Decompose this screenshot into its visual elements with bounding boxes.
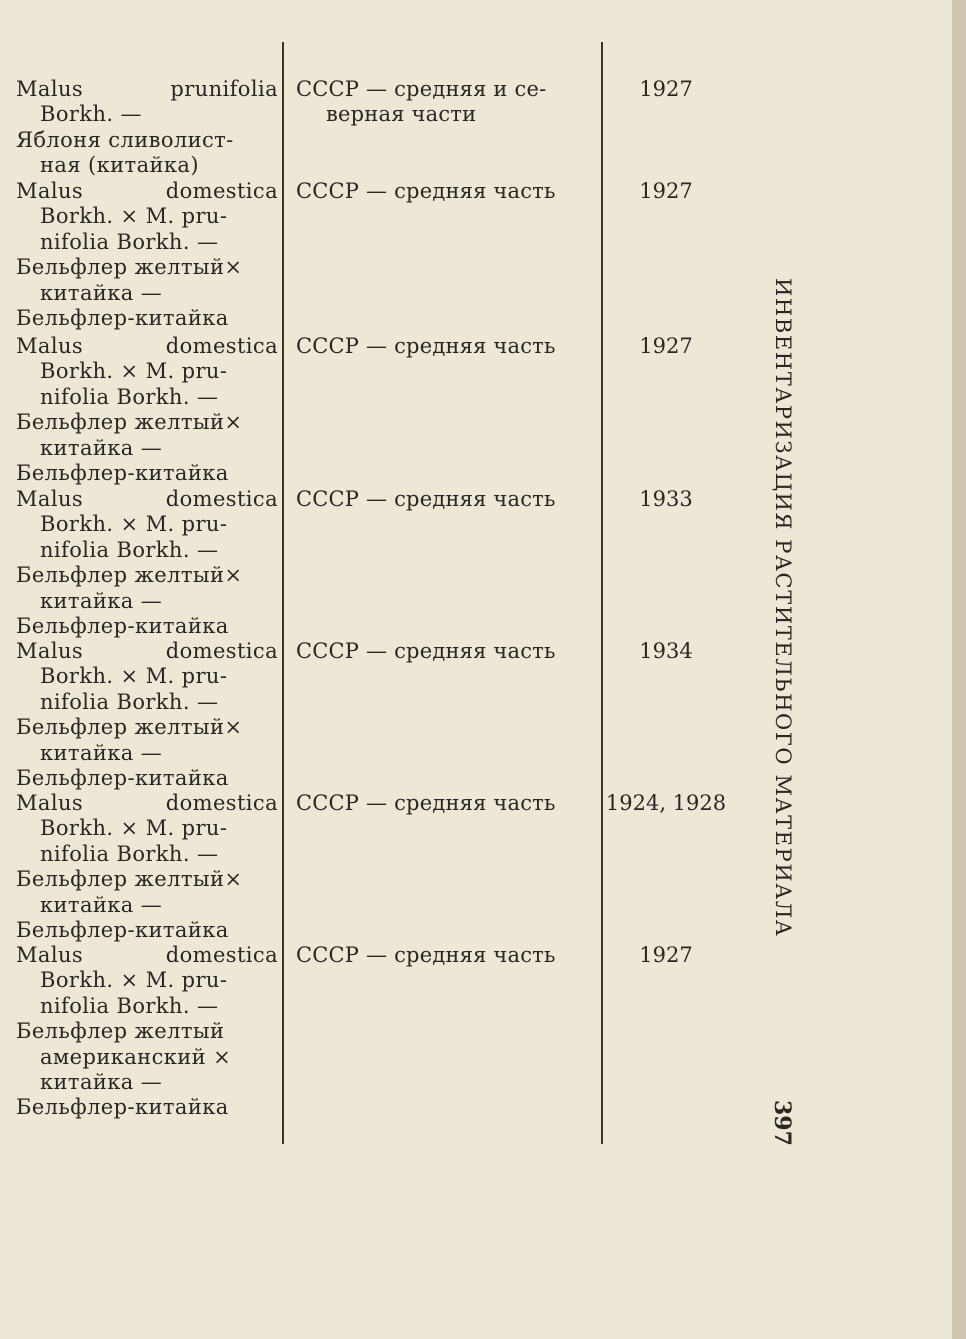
name-line: Бельфлер-китайка <box>16 306 229 331</box>
region-line: СССР — средняя часть <box>296 334 556 358</box>
name-line: Бельфлер-китайка <box>16 918 229 943</box>
name-line: nifolia Borkh. — <box>40 689 219 714</box>
name-line: Бельфлер-китайка <box>16 766 229 791</box>
table-row <box>0 791 966 943</box>
name-line: nifolia Borkh. — <box>40 993 219 1018</box>
running-header: ИНВЕНТАРИЗАЦИЯ РАСТИТЕЛЬНОГО МАТЕРИАЛА <box>771 278 795 938</box>
region-cell <box>296 943 594 968</box>
page-number: 397 <box>769 1100 795 1146</box>
region-cell <box>296 77 594 128</box>
name-line: Borkh. ⨯ M. pru- <box>40 204 228 229</box>
region-line: СССР — средняя часть <box>296 639 556 663</box>
year-cell: 1924, 1928 <box>605 791 727 815</box>
name-line: Бельфлер желтый⨯ <box>16 563 243 588</box>
species-name <box>16 487 278 639</box>
table-row <box>0 943 966 1123</box>
region-line: СССР — средняя часть <box>296 791 556 815</box>
name-line: Borkh. ⨯ M. pru- <box>40 512 228 537</box>
name-line: китайка — <box>40 280 163 305</box>
year-cell: 1927 <box>639 77 693 101</box>
species-name <box>16 791 278 943</box>
table-row <box>0 179 966 331</box>
name-line: Borkh. — <box>40 102 142 127</box>
name-line: Бельфлер-китайка <box>16 461 229 486</box>
species-name <box>16 943 278 1121</box>
name-line: китайка — <box>40 435 163 460</box>
region-cell <box>296 334 594 359</box>
name-line: Malus domestica <box>16 791 278 815</box>
name-line: Malus prunifolia <box>16 77 278 101</box>
name-line: Borkh. ⨯ M. pru- <box>40 816 228 841</box>
region-line: верная части <box>326 102 477 127</box>
name-line: Borkh. ⨯ M. pru- <box>40 664 228 689</box>
region-line: СССР — средняя и се- <box>296 77 547 101</box>
name-line: Яблоня сливолист- <box>16 127 234 152</box>
region-cell <box>296 179 594 204</box>
table-row <box>0 639 966 791</box>
region-cell <box>296 487 594 512</box>
species-name <box>16 77 278 179</box>
name-line: Malus domestica <box>16 487 278 511</box>
name-line: nifolia Borkh. — <box>40 384 219 409</box>
year-cell: 1927 <box>639 943 693 967</box>
name-line: nifolia Borkh. — <box>40 841 219 866</box>
name-line: nifolia Borkh. — <box>40 229 219 254</box>
name-line: китайка — <box>40 740 163 765</box>
name-line: Бельфлер-китайка <box>16 614 229 639</box>
name-line: Malus domestica <box>16 943 278 967</box>
year-cell: 1927 <box>639 334 693 358</box>
year-cell: 1934 <box>639 639 693 663</box>
name-line: Malus domestica <box>16 179 278 203</box>
name-line: Бельфлер желтый⨯ <box>16 867 243 892</box>
name-line: Бельфлер желтый⨯ <box>16 255 243 280</box>
name-line: Borkh. ⨯ M. pru- <box>40 359 228 384</box>
table-row <box>0 334 966 486</box>
name-line: Бельфлер желтый⨯ <box>16 715 243 740</box>
region-cell <box>296 791 594 816</box>
year-cell: 1927 <box>639 179 693 203</box>
species-name <box>16 639 278 791</box>
region-cell <box>296 639 594 664</box>
name-line: Borkh. ⨯ M. pru- <box>40 968 228 993</box>
name-line: китайка — <box>40 1070 163 1095</box>
name-line: Бельфлер желтый⨯ <box>16 410 243 435</box>
region-line: СССР — средняя часть <box>296 487 556 511</box>
region-line: СССР — средняя часть <box>296 179 556 203</box>
name-line: Malus domestica <box>16 639 278 663</box>
region-line: СССР — средняя часть <box>296 943 556 967</box>
name-line: американский ⨯ <box>40 1044 232 1069</box>
name-line: Бельфлер-китайка <box>16 1095 229 1120</box>
year-cell: 1933 <box>639 487 693 511</box>
species-name <box>16 334 278 486</box>
name-line: китайка — <box>40 892 163 917</box>
name-line: китайка — <box>40 588 163 613</box>
species-name <box>16 179 278 331</box>
name-line: Malus domestica <box>16 334 278 358</box>
name-line: ная (китайка) <box>40 153 199 178</box>
name-line: Бельфлер желтый <box>16 1019 225 1044</box>
table-row <box>0 487 966 639</box>
name-line: nifolia Borkh. — <box>40 537 219 562</box>
